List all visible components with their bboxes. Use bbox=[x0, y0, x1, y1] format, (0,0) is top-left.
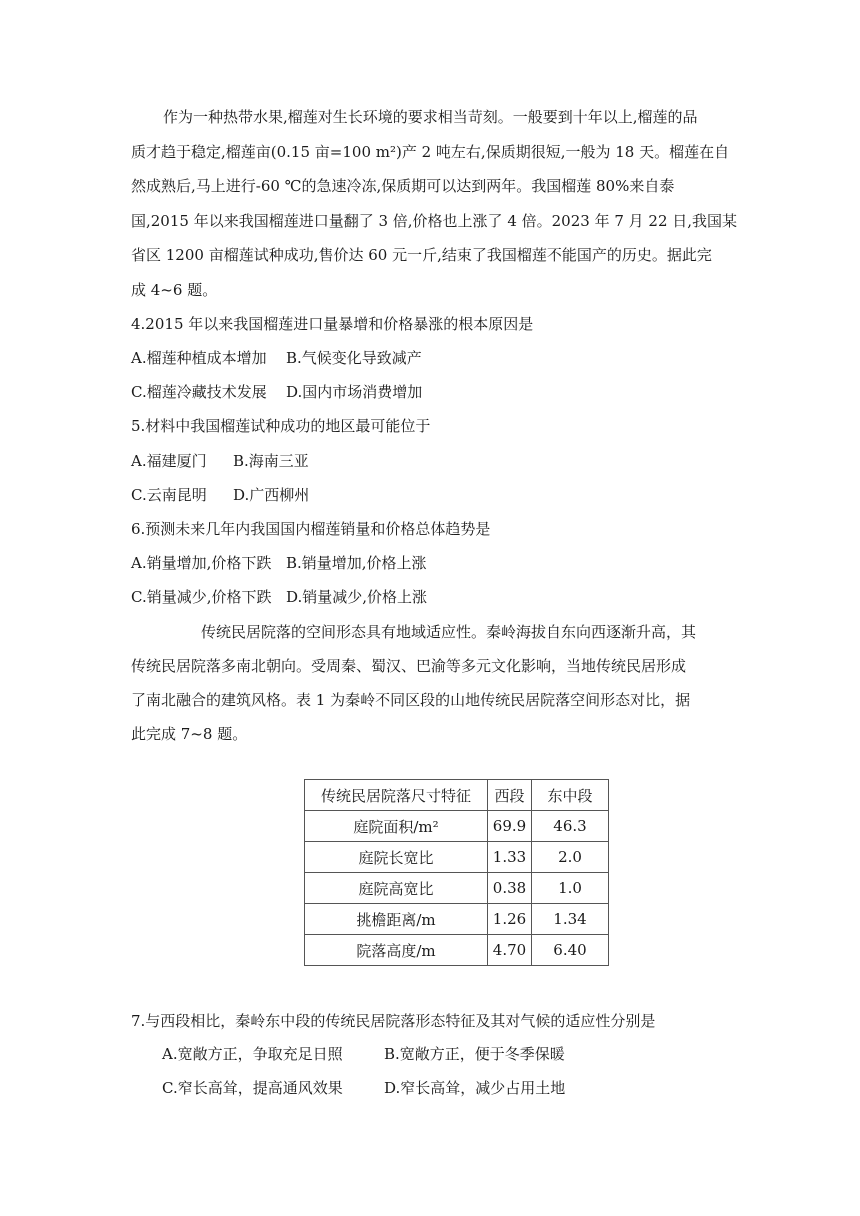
passage-line: 作为一种热带水果,榴莲对生长环境的要求相当苛刻。一般要到十年以上,榴莲的品 bbox=[163, 108, 698, 126]
table-cell: 庭院面积/m² bbox=[305, 811, 488, 842]
option-b: B.销量增加,价格上涨 bbox=[286, 554, 427, 572]
table-row bbox=[305, 842, 609, 873]
question-stem: 7.与西段相比，秦岭东中段的传统民居院落形态特征及其对气候的适应性分别是 bbox=[131, 1012, 656, 1030]
table-cell: 院落高度/m bbox=[305, 935, 488, 966]
table-header-cell: 传统民居院落尺寸特征 bbox=[305, 780, 488, 811]
option-row bbox=[131, 586, 427, 608]
table-cell: 46.3 bbox=[532, 811, 609, 842]
option-b: B.宽敞方正，便于冬季保暖 bbox=[384, 1045, 565, 1063]
passage-line: 传统民居院落多南北朝向。受周秦、蜀汉、巴渝等多元文化影响，当地传统民居形成 bbox=[131, 657, 687, 675]
table-row bbox=[305, 935, 609, 966]
option-d: D.窄长高耸，减少占用土地 bbox=[384, 1079, 566, 1097]
option-row bbox=[131, 450, 309, 472]
option-d: D.国内市场消费增加 bbox=[286, 383, 423, 401]
courtyard-comparison-table bbox=[304, 779, 609, 966]
table-cell: 1.33 bbox=[488, 842, 532, 873]
option-row bbox=[162, 1077, 565, 1099]
table-cell: 2.0 bbox=[532, 842, 609, 873]
option-c: C.窄长高耸，提高通风效果 bbox=[162, 1079, 343, 1097]
option-a: A.销量增加,价格下跌 bbox=[131, 554, 272, 572]
option-a: A.福建厦门 bbox=[131, 452, 207, 470]
table-cell: 1.34 bbox=[532, 904, 609, 935]
table-cell: 庭院长宽比 bbox=[305, 842, 488, 873]
table-cell: 6.40 bbox=[532, 935, 609, 966]
question-stem: 5.材料中我国榴莲试种成功的地区最可能位于 bbox=[131, 417, 431, 435]
option-row bbox=[131, 347, 422, 369]
option-d: D.销量减少,价格上涨 bbox=[286, 588, 428, 606]
option-c: C.榴莲冷藏技术发展 bbox=[131, 383, 267, 401]
table-cell: 庭院高宽比 bbox=[305, 873, 488, 904]
table-cell: 0.38 bbox=[488, 873, 532, 904]
option-row bbox=[131, 381, 422, 403]
option-c: C.云南昆明 bbox=[131, 486, 207, 504]
table-cell: 1.26 bbox=[488, 904, 532, 935]
passage-line: 然成熟后,马上进行-60 ℃的急速冷冻,保质期可以达到两年。我国榴莲 80%来自泰 bbox=[131, 177, 675, 195]
option-b: B.气候变化导致减产 bbox=[286, 349, 422, 367]
option-row bbox=[131, 552, 427, 574]
table-row bbox=[305, 811, 609, 842]
passage-line: 省区 1200 亩榴莲试种成功,售价达 60 元一斤,结束了我国榴莲不能国产的历史。据此完 bbox=[131, 246, 712, 264]
passage-line: 成 4~6 题。 bbox=[131, 281, 218, 299]
table-row bbox=[305, 873, 609, 904]
table-row bbox=[305, 904, 609, 935]
option-row bbox=[131, 484, 309, 506]
passage-line: 此完成 7~8 题。 bbox=[131, 725, 248, 743]
passage-line: 了南北融合的建筑风格。表 1 为秦岭不同区段的山地传统民居院落空间形态对比，据 bbox=[131, 691, 691, 709]
question-stem: 6.预测未来几年内我国国内榴莲销量和价格总体趋势是 bbox=[131, 520, 491, 538]
table-cell: 1.0 bbox=[532, 873, 609, 904]
option-a: A.宽敞方正，争取充足日照 bbox=[162, 1045, 343, 1063]
option-d: D.广西柳州 bbox=[233, 486, 310, 504]
table-header-row bbox=[305, 780, 609, 811]
option-row bbox=[162, 1043, 565, 1065]
passage-line: 国,2015 年以来我国榴莲进口量翻了 3 倍,价格也上涨了 4 倍。2023 年 7 月 22 日,我国某 bbox=[131, 212, 738, 230]
option-b: B.海南三亚 bbox=[233, 452, 309, 470]
question-stem: 4.2015 年以来我国榴莲进口量暴增和价格暴涨的根本原因是 bbox=[131, 315, 534, 333]
option-a: A.榴莲种植成本增加 bbox=[131, 349, 267, 367]
passage-line: 传统民居院落的空间形态具有地域适应性。秦岭海拔自东向西逐渐升高，其 bbox=[201, 623, 697, 641]
passage-line: 质才趋于稳定,榴莲亩(0.15 亩=100 m²)产 2 吨左右,保质期很短,一般为 18 天。榴莲在自 bbox=[131, 143, 730, 161]
table-cell: 69.9 bbox=[488, 811, 532, 842]
table-header-cell: 东中段 bbox=[532, 780, 609, 811]
table-cell: 4.70 bbox=[488, 935, 532, 966]
table-cell: 挑檐距离/m bbox=[305, 904, 488, 935]
table-header-cell: 西段 bbox=[488, 780, 532, 811]
option-c: C.销量减少,价格下跌 bbox=[131, 588, 272, 606]
